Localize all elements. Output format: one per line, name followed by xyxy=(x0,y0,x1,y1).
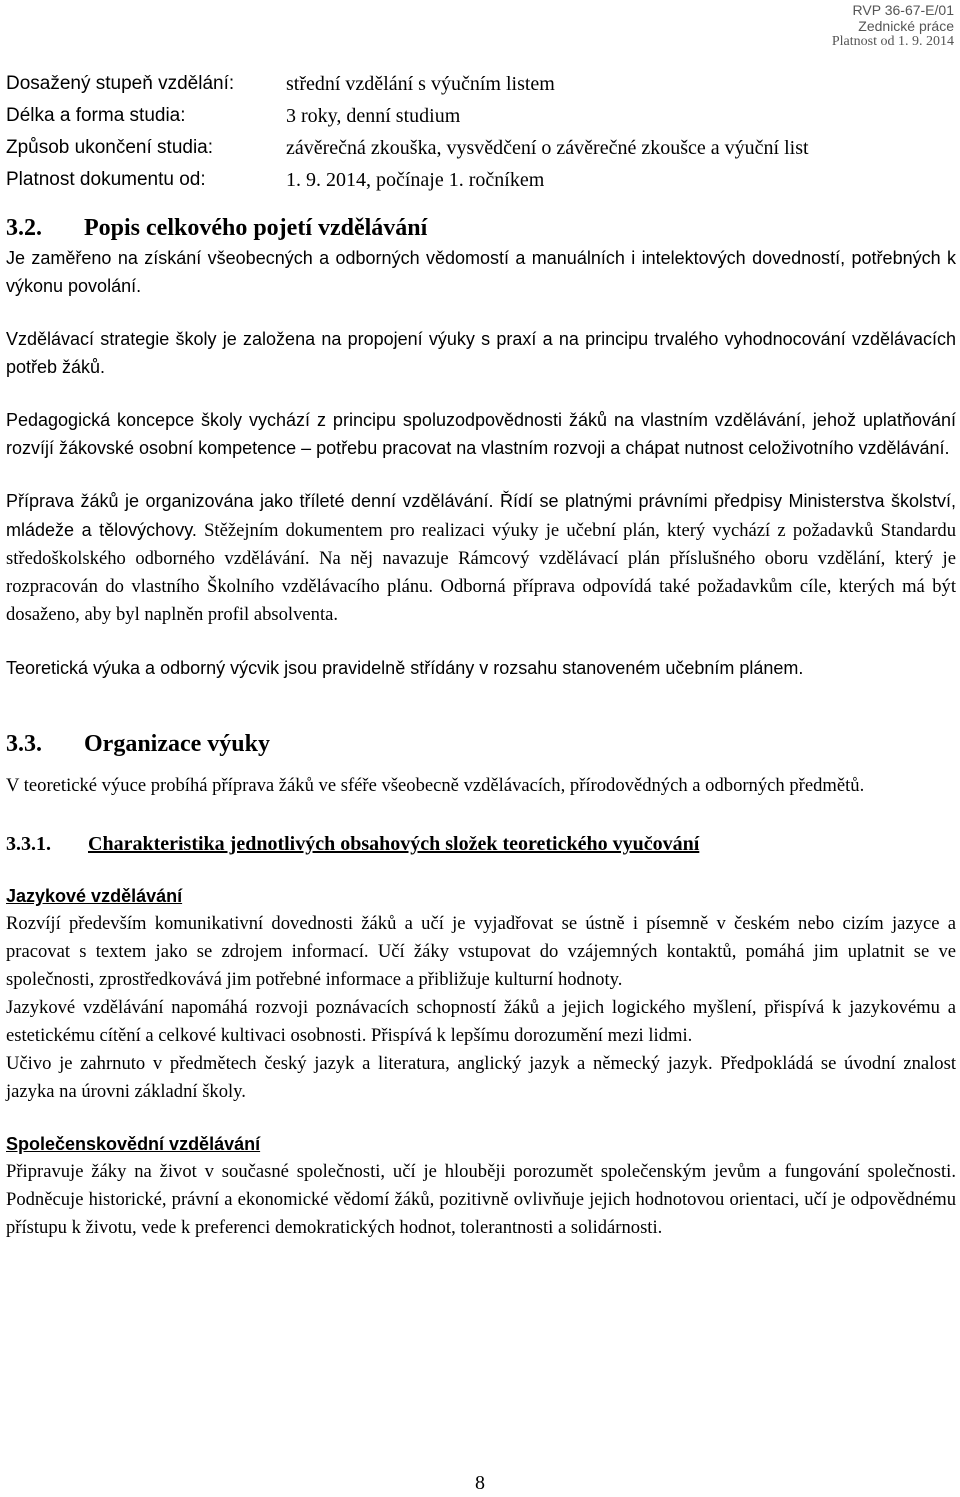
subheading-spolecenskovedni: Společenskovědní vzdělávání xyxy=(6,1134,261,1154)
paragraph: Vzdělávací strategie školy je založena na propojení výuky s praxí a na principu trvalého vyhodnocování vzdělávacích potřeb žáků. xyxy=(6,329,956,377)
meta-row xyxy=(6,68,946,100)
section-heading-3-3-1 xyxy=(6,830,956,858)
header-field-name: Zednické práce xyxy=(858,18,954,34)
header-validity: Platnost od 1. 9. 2014 xyxy=(831,34,954,49)
running-header xyxy=(832,2,954,50)
text-run: Odborná příprava odpovídá také požadavkům cíle, kterých má být dosaženo, aby byl naplněn profil absolventa. xyxy=(6,576,956,625)
study-meta-table xyxy=(6,68,946,196)
paragraph xyxy=(6,487,956,629)
header-code: RVP 36-67-E/01 xyxy=(852,2,954,18)
paragraph: V teoretické výuce probíhá příprava žáků ve sféře všeobecně vzdělávacích, přírodovědných a odborných předmětů. xyxy=(6,775,865,796)
section-number: 3.2. xyxy=(6,215,42,241)
section-number: 3.3.1. xyxy=(6,833,51,855)
text-run: Učí žáky vstupovat do vzájemných kontaktů, pomáhá jim uplatnit se ve společnosti, zprostředkovává jim potřebné informace a přibližuje kulturní hodnoty. xyxy=(6,941,957,990)
text-run: Připravuje žáky na život v současné společnosti, učí je hlouběji porozumět společenským jevům a fungování společnosti. xyxy=(6,1161,956,1182)
text-run: Na něj navazuje Rámcový vzdělávací plán příslušného oboru vzdělání, který je rozpracován do vlastního Školního vzdělávacího plánu. xyxy=(6,548,956,597)
meta-value: 3 roky, denní studium xyxy=(286,105,461,127)
paragraph: Teoretická výuka a odborný výcvik jsou pravidelně střídány v rozsahu stanoveném učebním plánem. xyxy=(6,658,804,678)
meta-value: střední vzdělání s výučním listem xyxy=(286,73,555,95)
section-number: 3.3. xyxy=(6,731,42,757)
main-content xyxy=(6,212,956,1242)
text-run: Rozvíjí především komunikativní dovednosti žáků a učí je vyjadřovat se ústně i písemně v českém nebo cizím jazyce a pracovat s textem jako se zdrojem informací. xyxy=(6,913,956,962)
text-run: Příprava žáků je organizována jako tříleté denní vzdělávání. Řídí se platnými právními předpisy Ministerstva školství, mládeže a tělovýchovy. xyxy=(6,491,956,540)
section-heading-3-2 xyxy=(6,212,956,244)
subheading-jazykove: Jazykové vzdělávání xyxy=(6,886,183,906)
paragraph xyxy=(6,1158,956,1242)
page-number: 8 xyxy=(475,1472,485,1494)
meta-label: Platnost dokumentu od: xyxy=(6,169,206,190)
section-title: Organizace výuky xyxy=(84,731,270,757)
meta-label: Délka a forma studia: xyxy=(6,105,186,126)
paragraph: Je zaměřeno na získání všeobecných a odborných vědomostí a manuálních i intelektových dovedností, potřebných k výkonu povolání. xyxy=(6,248,956,296)
meta-label: Způsob ukončení studia: xyxy=(6,137,214,158)
meta-row xyxy=(6,100,946,132)
section-heading-3-3 xyxy=(6,728,956,760)
meta-label: Dosažený stupeň vzdělání: xyxy=(6,73,235,94)
meta-row xyxy=(6,164,946,196)
paragraph: Učivo je zahrnuto v předmětech český jazyk a literatura, anglický jazyk a německý jazyk. Předpokládá se úvodní znalost jazyka na úrovni základní školy. xyxy=(6,1053,956,1102)
paragraph: Jazykové vzdělávání napomáhá rozvoji poznávacích schopností žáků a jejich logického myšlení, přispívá k jazykovému a estetickému cítění a celkové kultivaci osobnosti. Přispívá k lepšímu dorozumění mezi lidmi. xyxy=(6,997,956,1046)
text-run: Stěžejním dokumentem pro realizaci výuky je učební plán, který vychází z požadavků Standardu středoškolského odborného vzdělávání. xyxy=(6,520,956,569)
section-title: Popis celkového pojetí vzdělávání xyxy=(84,215,428,241)
paragraph xyxy=(6,910,956,994)
section-title: Charakteristika jednotlivých obsahových složek teoretického vyučování xyxy=(88,833,700,855)
meta-value: závěrečná zkouška, vysvědčení o závěrečné zkoušce a výuční list xyxy=(286,137,809,159)
text-run: Podněcuje historické, právní a ekonomické vědomí žáků, pozitivně ovlivňuje jejich hodnotovou orientaci, učí je odpovědnému přístupu k životu, vede k preferenci demokratických hodnot, tolerantnosti a solidárnosti. xyxy=(6,1189,956,1238)
paragraph: Pedagogická koncepce školy vychází z principu spoluzodpovědnosti žáků na vlastním vzdělávání, jehož uplatňování rozvíjí žákovské osobní kompetence – potřebu pracovat na vlastním rozvoji a chápat nutnost celoživotního vzdělávání. xyxy=(6,410,956,458)
meta-row xyxy=(6,132,946,164)
meta-value: 1. 9. 2014, počínaje 1. ročníkem xyxy=(286,169,545,191)
